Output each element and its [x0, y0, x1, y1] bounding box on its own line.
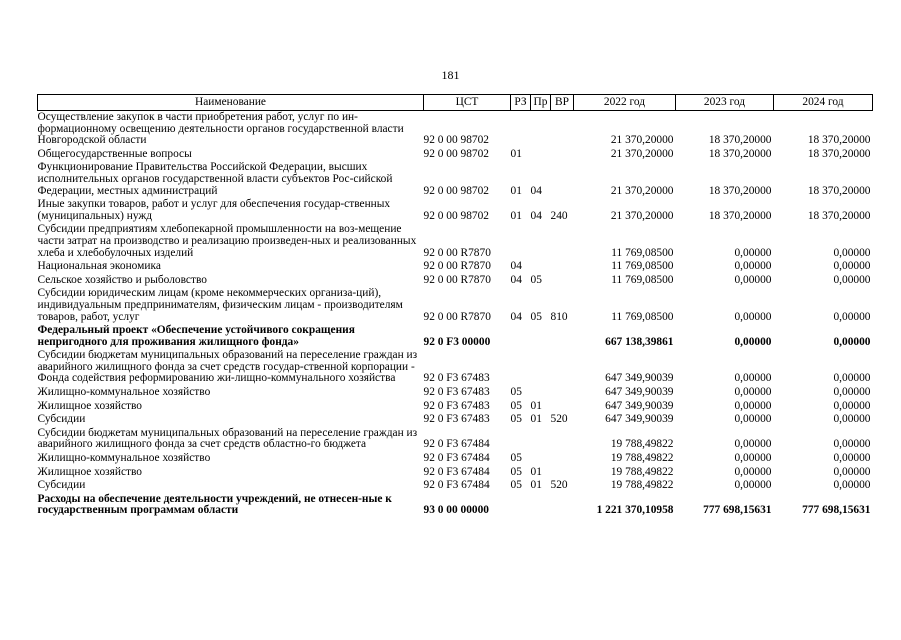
- row-pr: [531, 111, 551, 148]
- table-row: [38, 400, 873, 414]
- row-pr: 01: [530, 479, 542, 492]
- row-pr: [531, 349, 551, 386]
- row-2022: 667 138,39861: [605, 335, 674, 348]
- row-cst: 92 0 00 R7870: [423, 310, 491, 323]
- row-2022: 19 788,49822: [610, 479, 674, 492]
- row-2023: 18 370,20000: [708, 184, 772, 197]
- row-vr: 520: [550, 413, 568, 426]
- row-pr: 04: [530, 209, 542, 222]
- row-cst: 92 0 00 98702: [423, 184, 489, 197]
- row-2023: 0,00000: [734, 452, 772, 465]
- row-vr: [551, 111, 574, 148]
- row-2023: 0,00000: [734, 246, 772, 259]
- row-2023: 0,00000: [734, 465, 772, 478]
- row-name: Жилищное хозяйство: [37, 399, 143, 412]
- row-2024: 0,00000: [833, 465, 871, 478]
- header-2024: 2024 год: [774, 95, 873, 111]
- row-pr: 01: [530, 465, 542, 478]
- row-cst: 92 0 00 98702: [423, 134, 489, 147]
- row-2022: 21 370,20000: [610, 209, 674, 222]
- row-vr: [551, 427, 574, 452]
- table-row: [38, 386, 873, 400]
- row-2022: 11 769,08500: [611, 273, 674, 286]
- row-2022: 11 769,08500: [611, 310, 674, 323]
- row-2024: 18 370,20000: [807, 209, 871, 222]
- row-rz: 01: [510, 209, 522, 222]
- row-pr: [531, 452, 551, 466]
- row-name: Осуществление закупок в части приобретения работ, услуг по ин-формационному освещению деятельности органов государственной власти Новгородской области: [37, 111, 404, 147]
- row-rz: 04: [510, 273, 522, 286]
- row-2024: 0,00000: [833, 335, 871, 348]
- row-vr: [551, 400, 574, 414]
- row-name: Общегосударственные вопросы: [37, 147, 192, 160]
- row-name: Жилищно-коммунальное хозяйство: [37, 386, 211, 399]
- header-rz: РЗ: [511, 95, 531, 111]
- row-rz: [511, 324, 531, 349]
- header-vr: ВР: [551, 95, 574, 111]
- row-name: Национальная экономика: [37, 260, 161, 273]
- table-row: [38, 198, 873, 223]
- row-2023: 0,00000: [734, 386, 772, 399]
- row-pr: 04: [530, 184, 542, 197]
- row-cst: 92 0 F3 67484: [423, 438, 490, 451]
- row-rz: 05: [510, 465, 522, 478]
- header-2022: 2022 год: [574, 95, 676, 111]
- header-2023: 2023 год: [676, 95, 774, 111]
- row-2022: 19 788,49822: [610, 452, 674, 465]
- row-cst: 92 0 F3 67483: [423, 413, 490, 426]
- table-row: [38, 413, 873, 427]
- row-vr: [551, 274, 574, 288]
- table-row: [38, 466, 873, 480]
- row-2022: 11 769,08500: [611, 260, 674, 273]
- row-name: Расходы на обеспечение деятельности учреждений, не отнесен-ные к государственным программам области: [37, 492, 392, 517]
- table-row: [38, 287, 873, 324]
- row-rz: 04: [510, 260, 522, 273]
- row-2024: 0,00000: [833, 372, 871, 385]
- row-2024: 0,00000: [833, 399, 871, 412]
- row-2022: 647 349,90039: [605, 413, 674, 426]
- row-rz: 05: [510, 452, 522, 465]
- table-row: [38, 260, 873, 274]
- row-pr: 01: [530, 399, 542, 412]
- row-2023: 0,00000: [734, 413, 772, 426]
- row-rz: [511, 111, 531, 148]
- row-pr: 05: [530, 310, 542, 323]
- row-vr: [551, 349, 574, 386]
- row-pr: [531, 148, 551, 162]
- row-cst: 92 0 00 R7870: [423, 273, 491, 286]
- row-name: Субсидии: [37, 479, 86, 492]
- row-2023: 0,00000: [734, 479, 772, 492]
- row-cst: 92 0 F3 67484: [423, 452, 490, 465]
- row-rz: [511, 427, 531, 452]
- row-rz: 05: [510, 479, 522, 492]
- row-2023: 0,00000: [734, 399, 772, 412]
- table-body: [38, 111, 873, 519]
- row-2023: 18 370,20000: [708, 147, 772, 160]
- row-rz: 05: [510, 413, 522, 426]
- row-rz: [511, 349, 531, 386]
- page-number: 181: [441, 68, 460, 82]
- row-2024: 777 698,15631: [802, 504, 871, 517]
- table-row: [38, 452, 873, 466]
- row-pr: [531, 223, 551, 260]
- row-cst: 92 0 F3 00000: [423, 335, 491, 348]
- row-2023: 0,00000: [734, 372, 772, 385]
- table-header-row: [38, 95, 873, 111]
- row-2022: 647 349,90039: [605, 399, 674, 412]
- row-vr: [551, 223, 574, 260]
- row-2024: 0,00000: [833, 413, 871, 426]
- row-2022: 19 788,49822: [610, 438, 674, 451]
- row-cst: 92 0 F3 67484: [423, 479, 490, 492]
- header-name: Наименование: [38, 95, 424, 111]
- row-vr: [551, 260, 574, 274]
- row-vr: [551, 466, 574, 480]
- row-2024: 18 370,20000: [807, 184, 871, 197]
- row-2022: 19 788,49822: [610, 465, 674, 478]
- row-vr: [551, 452, 574, 466]
- row-name: Жилищно-коммунальное хозяйство: [37, 452, 211, 465]
- row-2023: 0,00000: [734, 273, 772, 286]
- header-pr: Пр: [531, 95, 551, 111]
- row-2022: 11 769,08500: [611, 246, 674, 259]
- row-name: Субсидии: [37, 413, 86, 426]
- row-vr: [551, 324, 574, 349]
- row-vr: [551, 161, 574, 198]
- row-rz: 01: [510, 184, 522, 197]
- row-name: Иные закупки товаров, работ и услуг для обеспечения государ-ственных (муниципальных) нужд: [37, 198, 391, 222]
- row-pr: [531, 324, 551, 349]
- row-2024: 0,00000: [833, 386, 871, 399]
- row-name: Сельское хозяйство и рыболовство: [37, 273, 207, 286]
- row-rz: 05: [510, 399, 522, 412]
- row-rz: 01: [510, 147, 522, 160]
- row-2022: 1 221 370,10958: [596, 504, 674, 517]
- table-row: [38, 161, 873, 198]
- row-cst: 92 0 F3 67484: [423, 465, 490, 478]
- row-vr: 240: [550, 209, 568, 222]
- row-2023: 0,00000: [734, 260, 772, 273]
- row-cst: 93 0 00 00000: [423, 504, 489, 517]
- row-2024: 0,00000: [833, 310, 871, 323]
- row-2023: 0,00000: [734, 335, 772, 348]
- table-row: [38, 493, 873, 518]
- row-rz: 05: [510, 386, 522, 399]
- table-row: [38, 349, 873, 386]
- row-cst: 92 0 00 98702: [423, 147, 489, 160]
- row-rz: [511, 223, 531, 260]
- row-rz: 04: [510, 310, 522, 323]
- row-2024: 0,00000: [833, 273, 871, 286]
- row-vr: [551, 148, 574, 162]
- header-cst: ЦСТ: [424, 95, 511, 111]
- row-cst: 92 0 00 R7870: [423, 260, 491, 273]
- row-2022: 21 370,20000: [610, 147, 674, 160]
- row-cst: 92 0 F3 67483: [423, 399, 490, 412]
- row-2022: 647 349,90039: [605, 386, 674, 399]
- row-vr: 520: [550, 479, 568, 492]
- row-name: Субсидии юридическим лицам (кроме некоммерческих организа-ций), индивидуальным предпринимателям, физическим лицам - производителям товаров, работ, услуг: [37, 287, 403, 323]
- row-cst: 92 0 00 98702: [423, 209, 489, 222]
- row-2023: 0,00000: [734, 438, 772, 451]
- row-name: Жилищное хозяйство: [37, 465, 143, 478]
- row-2023: 0,00000: [734, 310, 772, 323]
- row-2024: 18 370,20000: [807, 147, 871, 160]
- row-vr: [551, 493, 574, 518]
- row-pr: 05: [530, 273, 542, 286]
- row-2022: 21 370,20000: [610, 134, 674, 147]
- row-2024: 0,00000: [833, 479, 871, 492]
- table-row: [38, 111, 873, 148]
- row-2024: 18 370,20000: [807, 134, 871, 147]
- row-cst: 92 0 F3 67483: [423, 372, 490, 385]
- row-2023: 18 370,20000: [708, 134, 772, 147]
- table-row: [38, 274, 873, 288]
- row-vr: 810: [550, 310, 568, 323]
- budget-table: [37, 94, 873, 518]
- row-name: Функционирование Правительства Российской Федерации, высших исполнительных органов государственной власти субъектов Рос-сийской Федерации, местных администраций: [37, 161, 393, 197]
- row-pr: [531, 427, 551, 452]
- row-2023: 18 370,20000: [708, 209, 772, 222]
- row-name: Субсидии бюджетам муниципальных образований на переселение граждан из аварийного жилищного фонда за счет средств государ-ственной корпорации - Фонда содействия реформированию жи-лищно-коммунального хозяйства: [37, 349, 418, 385]
- row-pr: 01: [530, 413, 542, 426]
- row-2024: 0,00000: [833, 246, 871, 259]
- row-2024: 0,00000: [833, 438, 871, 451]
- row-name: Федеральный проект «Обеспечение устойчивого сокращения непригодного для проживания жилищного фонда»: [37, 324, 355, 348]
- row-2022: 21 370,20000: [610, 184, 674, 197]
- row-2023: 777 698,15631: [703, 504, 772, 517]
- row-rz: [511, 493, 531, 518]
- row-2024: 0,00000: [833, 260, 871, 273]
- row-2022: 647 349,90039: [605, 372, 674, 385]
- row-2024: 0,00000: [833, 452, 871, 465]
- table-row: [38, 427, 873, 452]
- row-cst: 92 0 00 R7870: [423, 246, 491, 259]
- table-row: [38, 479, 873, 493]
- row-pr: [531, 493, 551, 518]
- table-row: [38, 148, 873, 162]
- row-pr: [531, 386, 551, 400]
- row-name: Субсидии бюджетам муниципальных образований на переселение граждан из аварийного жилищного фонда за счет средств областно-го бюджета: [37, 426, 418, 451]
- table-row: [38, 324, 873, 349]
- table-row: [38, 223, 873, 260]
- row-vr: [551, 386, 574, 400]
- row-pr: [531, 260, 551, 274]
- row-cst: 92 0 F3 67483: [423, 386, 490, 399]
- row-name: Субсидии предприятиям хлебопекарной промышленности на воз-мещение части затрат на производство и реализацию произведен-ных и реализованных хлеба и хлебобулочных изделий: [37, 223, 417, 259]
